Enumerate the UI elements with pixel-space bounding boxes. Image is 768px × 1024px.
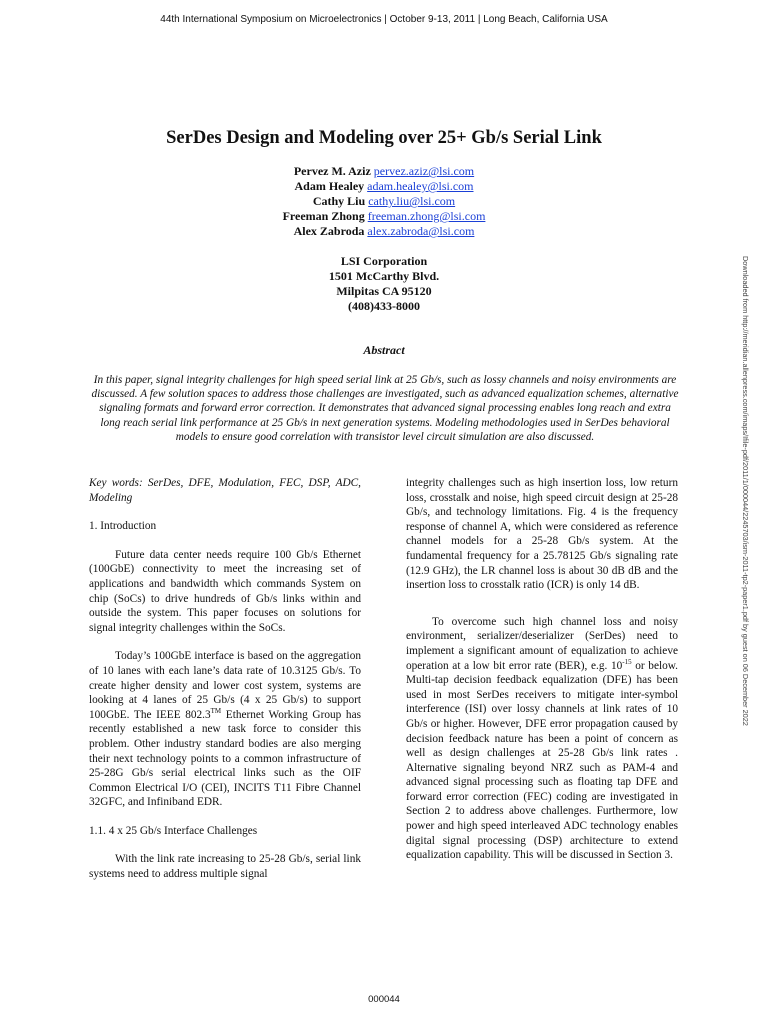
paragraph-text: Today’s 100GbE interface is based on the aggregation of 10 lanes with each lane’s data rate of 10.3125 Gb/s. To create higher density and lower cost system, systems are looking at 4 lanes of 25 Gb/s (4 x 25 Gb/s) to support 100GbE. The IEEE 802.3 <box>89 650 361 721</box>
author-line <box>0 209 768 224</box>
author-name: Freeman Zhong <box>282 209 365 223</box>
abstract-text: In this paper, signal integrity challenges for high speed serial link at 25 Gb/s, such as lossy channels and noisy environments are discussed. A few solution spaces to address those challenges are investigated, such as advanced equalization schemes, alternative signaling formats and forward error correction. It demonstrates that advanced signal processing enables long reach and extra long reach serial link performance at 25 Gb/s in next generation systems. Modeling methodologies used in SerDes behavioral models to ensure good correlation with transistor level circuit simulation are also discussed. <box>91 374 679 443</box>
section-heading-introduction: 1. Introduction <box>89 520 157 533</box>
author-email-link[interactable]: cathy.liu@lsi.com <box>368 194 456 208</box>
paragraph-text: To overcome such high channel loss and noisy environment, serializer/deserializer (SerDes) need to implement a significant amount of equalization to achieve operation at a low bit error rate (BER), e.g. 10 <box>406 615 678 672</box>
keywords: Key words: SerDes, DFE, Modulation, FEC, DSP, ADC, Modeling <box>89 477 361 504</box>
paragraph <box>89 649 361 810</box>
paragraph-text: Ethernet Working Group has recently established a new task force to consider this problem. Other industry standard bodies are also merging their next technology points to a common infrastructure of 25-28G Gb/s serial electrical links such as the OIF Common Electrical I/O (CEI), INCITS T11 Fibre Channel 32GFC, and Infiniband EDR. <box>89 708 361 809</box>
page-number: 000044 <box>368 994 400 1005</box>
author-line <box>0 179 768 194</box>
affiliation-street: 1501 McCarthy Blvd. <box>328 269 440 283</box>
author-email-link[interactable]: freeman.zhong@lsi.com <box>367 209 486 223</box>
author-email-link[interactable]: adam.healey@lsi.com <box>367 179 474 193</box>
conference-header: 44th International Symposium on Microelectronics | October 9-13, 2011 | Long Beach, California USA <box>160 14 608 25</box>
paper-title: SerDes Design and Modeling over 25+ Gb/s Serial Link <box>166 128 602 148</box>
paragraph: Future data center needs require 100 Gb/s Ethernet (100GbE) connectivity to meet the increasing set of applications and bandwidth which commands System on chip (SoCs) to drive hundreds of Gb/s links within and outside the system. This paper focuses on solutions for signal integrity challenges within the SoCs. <box>89 548 361 634</box>
author-line <box>0 164 768 179</box>
author-name: Alex Zabroda <box>293 224 365 238</box>
author-list <box>0 164 768 239</box>
section-heading-interface-challenges: 1.1. 4 x 25 Gb/s Interface Challenges <box>89 824 258 837</box>
paragraph: With the link rate increasing to 25-28 Gb/s, serial link systems need to address multiple signal <box>89 853 361 881</box>
affiliation-city: Milpitas CA 95120 <box>336 284 432 298</box>
abstract-heading: Abstract <box>363 343 405 357</box>
affiliation-phone: (408)433-8000 <box>348 299 420 313</box>
paragraph: integrity challenges such as high insertion loss, low return loss, crosstalk and noise, high speed circuit design at 25-28 Gb/s, and technology limitations. Fig. 4 is the frequency response of channel A, which were considered as reference channel models for a 25-28 Gb/s system. At the fundamental frequency for a 25.78125 Gb/s signaling rate (12.9 GHz), the LR channel loss is about 30 dB dB and the insertion loss to crosstalk ratio (ICR) is only 14 dB. <box>406 477 678 592</box>
author-line <box>0 194 768 209</box>
author-email-link[interactable]: alex.zabroda@lsi.com <box>367 224 475 238</box>
left-column <box>89 476 361 882</box>
author-name: Cathy Liu <box>312 194 366 208</box>
affiliation-org: LSI Corporation <box>340 254 428 268</box>
author-name: Pervez M. Aziz <box>293 164 371 178</box>
author-name: Adam Healey <box>294 179 365 193</box>
author-line <box>0 224 768 239</box>
paragraph <box>406 615 678 863</box>
download-watermark <box>740 256 752 956</box>
paragraph-text: or below. Multi-tap decision feedback equalization (DFE) has been used in most SerDes receivers to mitigate inter-symbol interference (ISI) over lossy channels at link rates of 10 Gb/s or higher. However, DFE error propagation caused by decision feedback nature has been a point of concern as well as design challenges at 25-28 Gb/s link rates . Alternative signaling beyond NRZ such as PAM-4 and advanced signal processing such as floating tap DFE and forward error correction (FEC) coding are investigated in Section 2 to address above challenges. Furthermore, low power and high speed interleaved ADC technology enables digital signal processing (DSP) architecture to extend equalization capability. This will be discussed in Section 3. <box>406 659 678 862</box>
author-email-link[interactable]: pervez.aziz@lsi.com <box>373 164 475 178</box>
download-watermark-text: Downloaded from http://meridian.allenpress.com/imaps/Ifile-pdf/2011/1/000044/2245703/ism-2011-tp2-paper1.pdf by guest on 06 December 2022 <box>741 256 750 726</box>
right-column <box>406 476 678 863</box>
trademark-superscript: TM <box>210 706 222 715</box>
exponent-superscript: -15 <box>622 657 632 666</box>
affiliation <box>0 254 768 314</box>
